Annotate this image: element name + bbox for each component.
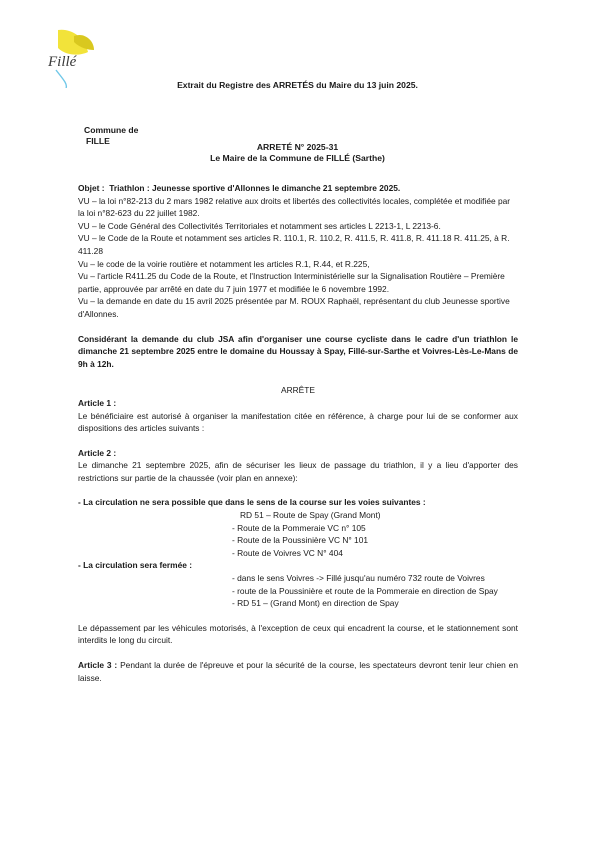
arrete-title: ARRÊTE xyxy=(281,385,315,396)
commune-label: Commune de xyxy=(84,125,139,135)
article2-text: Le dimanche 21 septembre 2025, afin de sécuriser les lieux de passage du triathlon, il y a lieu d'apporter des restrictions sur partie de la chaussée (voir plan en annexe): xyxy=(78,460,518,483)
arrete-number: ARRETÉ N° 2025-31 xyxy=(256,142,339,152)
article3-text: Pendant la durée de l'épreuve et pour la sécurité de la course, les spectateurs devront tenir leur chien en laisse. xyxy=(78,660,519,683)
closed-road: - route de la Poussinière et route de la Pommeraie en direction de Spay xyxy=(232,585,498,596)
object-line xyxy=(78,182,518,195)
logo-text: Fillé xyxy=(48,54,77,70)
vu-item: VU – la loi n°82-213 du 2 mars 1982 relative aux droits et libertés des collectivités locales, complétée et modifiée par la loi n°82-623 du 22 juillet 1982. xyxy=(78,195,511,219)
one-way-road: - Route de la Poussinière VC N° 101 xyxy=(232,535,369,546)
vu-item: VU – le Code Général des Collectivités Territoriales et notamment ses articles L 2213-1, L 2213-6. xyxy=(78,220,441,231)
vu-item: VU – le Code de la Route et notamment ses articles R. 110.1, R. 110.2, R. 411.5, R. 411.8, R. 411.18 R. 411.25, à R. 411.28 xyxy=(78,233,510,256)
article1-title: Article 1 : xyxy=(78,397,117,408)
document-body xyxy=(78,182,518,684)
considerant-paragraph: Considérant la demande du club JSA afin d'organiser une course cycliste dans le cadre d'un triathlon le dimanche 21 septembre 2025 entre le domaine du Houssay à Spay, Fillé-sur-Sarthe et Voivres-Lès-Le-Mans de 9h à 12h. xyxy=(78,333,518,369)
article1-text: Le bénéficiaire est autorisé à organiser la manifestation citée en référence, à charge pour lui de se conformer aux dispositions des articles suivants : xyxy=(78,410,518,434)
vu-item: Vu – la demande en date du 15 avril 2025 présentée par M. ROUX Raphaël, représentant du club Jeunesse sportive d'Allonnes. xyxy=(78,296,510,319)
article3-title: Article 3 : xyxy=(78,660,118,670)
one-way-road: - Route de la Pommeraie VC n° 105 xyxy=(232,522,366,533)
arrete-heading xyxy=(0,142,595,163)
object-text: Triathlon : Jeunesse sportive d'Allonnes le dimanche 21 septembre 2025. xyxy=(109,183,401,193)
object-label: Objet : xyxy=(78,183,105,193)
town-logo xyxy=(44,26,100,88)
vu-item: Vu – le code de la voirie routière et notamment les articles R.1, R.44, et R.225, xyxy=(78,258,370,269)
overtaking-paragraph: Le dépassement par les véhicules motorisés, à l'exception de ceux qui encadrent la course, et le stationnement sont interdits le long du circuit. xyxy=(78,622,518,646)
article3-paragraph xyxy=(78,659,518,684)
vu-item: Vu – l'article R411.25 du Code de la Route, et l'Instruction Interministérielle sur la Signalisation Routière – Première partie, approuvée par arrêté en date du 7 juin 1977 et modifiée le 6 novembre 1992. xyxy=(78,271,505,294)
one-way-road: - Route de Voivres VC N° 404 xyxy=(232,547,343,558)
leaf-logo-icon xyxy=(44,26,100,88)
commune-name: FILLE xyxy=(86,136,110,146)
one-way-road: RD 51 – Route de Spay (Grand Mont) xyxy=(240,510,381,521)
closed-road: - dans le sens Voivres -> Fillé jusqu'au numéro 732 route de Voivres xyxy=(232,573,485,584)
closed-road: - RD 51 – (Grand Mont) en direction de Spay xyxy=(232,598,399,609)
mayor-title: Le Maire de la Commune de FILLÉ (Sarthe) xyxy=(210,152,385,163)
extract-title: Extrait du Registre des ARRETÉS du Maire du 13 juin 2025. xyxy=(177,80,418,90)
one-way-heading: - La circulation ne sera possible que dans le sens de la course sur les voies suivantes : xyxy=(78,497,426,508)
closed-heading: - La circulation sera fermée : xyxy=(78,560,193,571)
article2-title: Article 2 : xyxy=(78,447,117,458)
